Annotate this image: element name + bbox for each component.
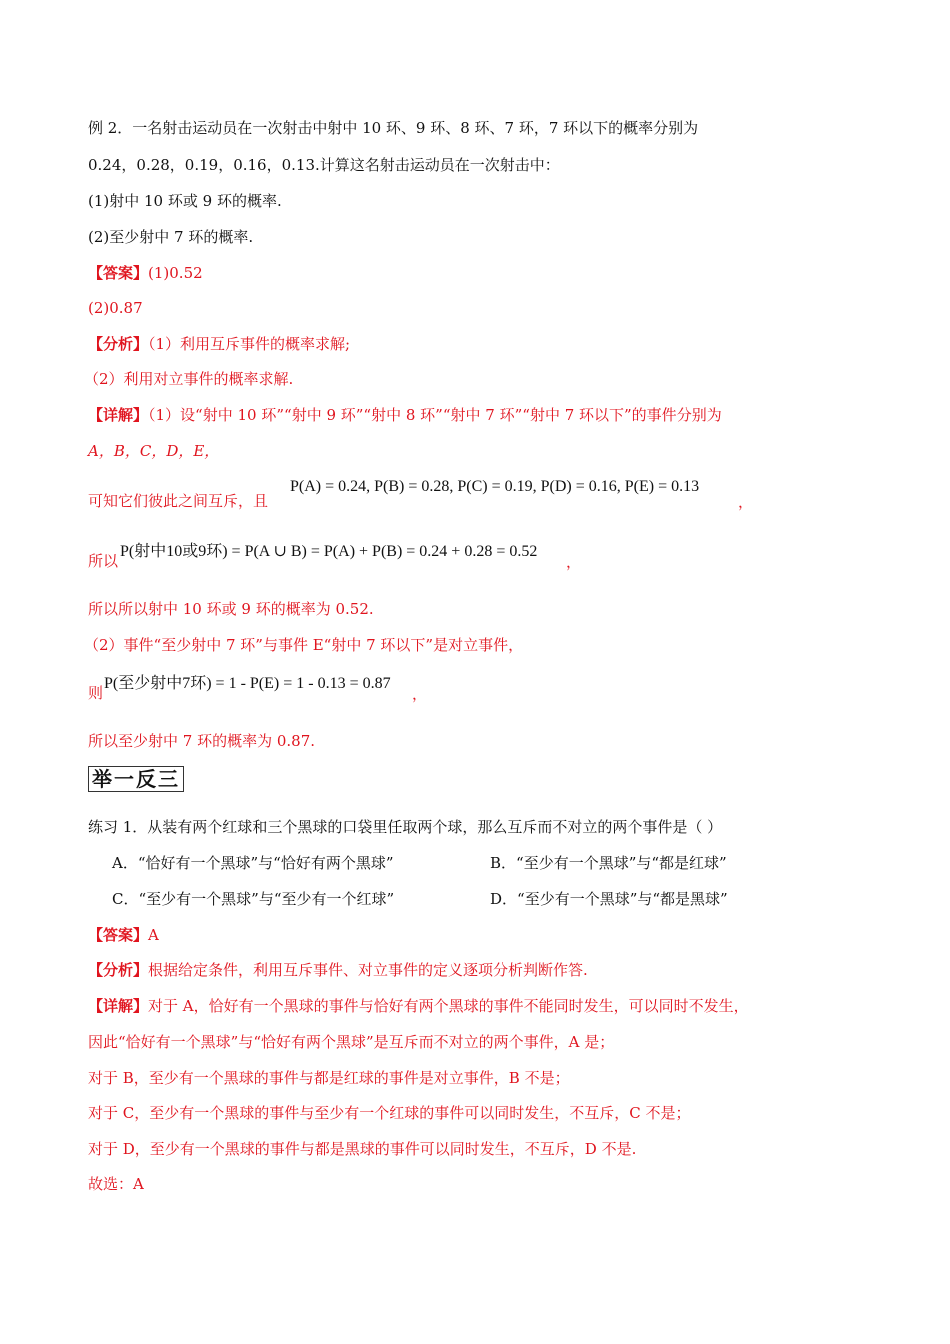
example-detail-3-text: 可知它们彼此之间互斥，且 [88,492,269,510]
option-a: A．“恰好有一个黑球”与“恰好有两个黑球” [112,854,394,872]
practice-detail-text-1: 对于 A，恰好有一个黑球的事件与恰好有两个黑球的事件不能同时发生，可以同时不发生， [148,997,749,1015]
answer-label: 【答案】 [88,264,149,282]
example-answer-part-2: (2)0.87 [88,299,143,317]
analysis-label: 【分析】 [88,335,149,353]
practice-analysis-text: 根据给定条件，利用互斥事件、对立事件的定义逐项分析判断作答. [148,961,588,979]
practice-detail-4: 对于 C，至少有一个黑球的事件与至少有一个红球的事件可以同时发生，不互斥，C 不是； [88,1104,691,1122]
detail-label: 【详解】 [88,406,149,424]
example-detail-8: 所以至少射中 7 环的概率为 0.87. [88,732,316,750]
option-b: B．“至少有一个黑球”与“都是红球” [490,854,727,872]
detail-text-1: （1）设“射中 10 环”“射中 9 环”“射中 8 环”“射中 7 环”“射中 7 环以下”的事件分别为 [148,406,722,424]
example-detail-6: （2）事件“至少射中 7 环”与事件 E“射中 7 环以下”是对立事件， [84,636,524,654]
complement-probability-formula: P(至少射中7环) = 1 - P(E) = 1 - 0.13 = 0.87 [104,675,391,692]
example-analysis [88,334,350,354]
example-subquestion-1: (1)射中 10 环或 9 环的概率. [88,192,282,210]
example-answer [88,263,203,283]
option-d: D．“至少有一个黑球”与“都是黑球” [490,890,728,908]
practice-answer [88,925,159,945]
practice-analysis-label: 【分析】 [88,961,149,979]
practice-answer-value: A [148,926,159,944]
practice-answer-label: 【答案】 [88,926,149,944]
example-detail [88,405,722,425]
practice-question: 练习 1．从装有两个红球和三个黑球的口袋里任取两个球，那么互斥而不对立的两个事件是（ ） [88,818,723,836]
probability-values-formula: P(A) = 0.24, P(B) = 0.28, P(C) = 0.19, P(D) = 0.16, P(E) = 0.13 [290,478,700,495]
example-analysis-2: （2）利用对立事件的概率求解. [84,370,294,388]
practice-detail-label: 【详解】 [88,997,149,1015]
example-detail-5: 所以所以射中 10 环或 9 环的概率为 0.52. [88,600,374,618]
example-subquestion-2: (2)至少射中 7 环的概率. [88,228,254,246]
example-question-line-2: 0.24，0.28，0.19，0.16，0.13.计算这名射击运动员在一次射击中： [88,156,560,174]
analysis-text-1: （1）利用互斥事件的概率求解; [148,335,351,353]
practice-analysis [88,960,588,980]
answer-part-1: (1)0.52 [148,264,203,282]
practice-detail-2: 因此“恰好有一个黑球”与“恰好有两个黑球”是互斥而不对立的两个事件，A 是； [88,1033,615,1051]
example-detail-7-text: 则 [88,684,104,702]
example-question-line-1: 例 2．一名射击运动员在一次射击中射中 10 环、9 环、8 环、7 环，7 环以下的概率分别为 [88,119,699,137]
practice-detail [88,996,749,1016]
option-c: C．“至少有一个黑球”与“至少有一个红球” [112,890,395,908]
comma-1: ， [738,493,754,511]
practice-detail-5: 对于 D，至少有一个黑球的事件与都是黑球的事件可以同时发生，不互斥，D 不是. [88,1140,637,1158]
union-probability-formula: P(射中10或9环) = P(A ∪ B) = P(A) + P(B) = 0.24 + 0.28 = 0.52 [120,543,538,560]
section-title: 举一反三 [88,766,184,792]
example-detail-4-text: 所以 [88,552,119,570]
practice-detail-6: 故选：A [88,1175,144,1193]
practice-detail-3: 对于 B，至少有一个黑球的事件与都是红球的事件是对立事件，B 不是； [88,1069,570,1087]
comma-2: ， [566,553,582,571]
comma-3: ， [412,685,428,703]
example-detail-events: A，B，C，D，E， [88,442,220,460]
